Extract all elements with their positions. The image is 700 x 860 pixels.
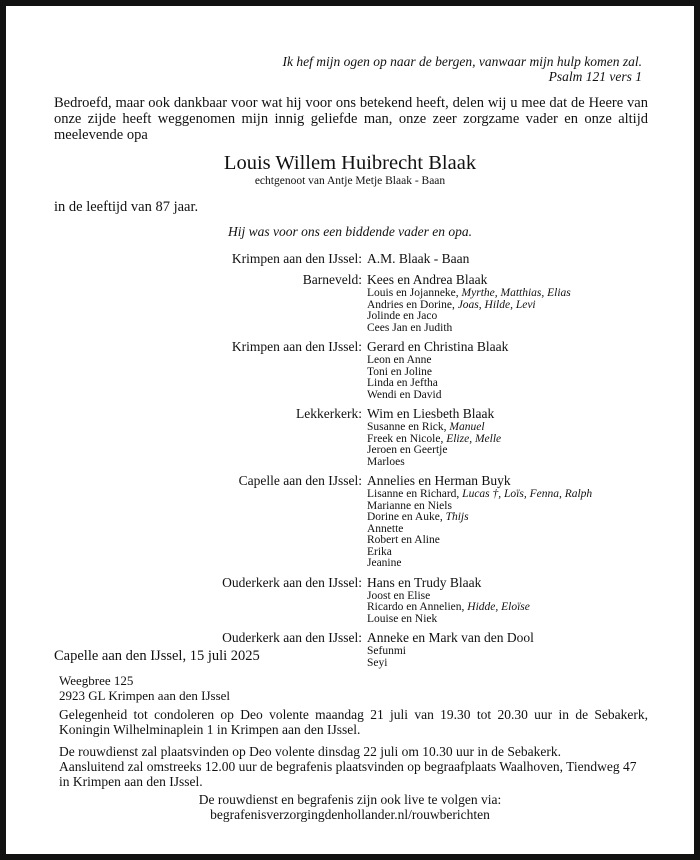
bible-verse-text: Ik hef mijn ogen op naar de bergen, vanwaar mijn hulp komen zal. (282, 54, 642, 69)
great-grandchildren-names: Thijs (445, 511, 469, 523)
grandchild-names: Robert en Aline (367, 534, 440, 546)
family-members (362, 251, 469, 267)
family-list (6, 251, 700, 674)
family-group (6, 272, 700, 334)
memorial-quote: Hij was voor ons een biddende vader en opa. (227, 224, 473, 239)
great-grandchildren-names: Elize, Melle (446, 432, 502, 445)
grandchild-names: Cees Jan en Judith (367, 321, 453, 334)
grandchild-names: Jeanine (367, 557, 402, 569)
grandchild-names: Joost en Elise (367, 589, 431, 602)
grandchild-line (367, 390, 508, 402)
grandchild-line (367, 535, 592, 547)
bible-verse-reference: Psalm 121 vers 1 (548, 69, 642, 84)
grandchild-names: Louis en Jojanneke, (367, 287, 462, 299)
address-city: 2923 GL Krimpen aan den IJssel (59, 687, 231, 703)
family-members (362, 630, 534, 669)
family-group (6, 339, 700, 401)
bible-verse (283, 54, 642, 84)
family-head: Annelies en Herman Buyk (367, 473, 511, 488)
family-group (6, 406, 700, 468)
age-line: in de leeftijd van 87 jaar. (54, 199, 199, 215)
correspondence-address (59, 674, 230, 703)
grandchild-names: Marloes (367, 455, 405, 468)
family-members (362, 406, 501, 468)
grandchild-names: Seyi (367, 656, 388, 669)
family-place: Krimpen aan den IJssel: (231, 251, 362, 266)
grandchild-names: Jolinde en Jaco (367, 310, 438, 322)
grandchild-names: Dorine en Auke, (367, 511, 446, 523)
grandchild-line (367, 614, 530, 626)
family-place: Lekkerkerk: (296, 406, 362, 421)
grandchild-names: Sefunmi (367, 645, 406, 657)
place-date: Capelle aan den IJssel, 15 juli 2025 (54, 648, 260, 664)
service-line: Aansluitend zal omstreeks 12.00 uur de begrafenis plaatsvinden op begraafplaats Waalhoven, Tiendweg 47 (59, 759, 637, 774)
family-group (6, 473, 700, 570)
grandchild-names: Jeroen en Geertje (367, 444, 448, 456)
livestream-link[interactable]: begrafenisverzorgingdenhollander.nl/rouwberichten (210, 807, 490, 822)
family-members (362, 473, 592, 570)
great-grandchildren-names: Lucas †, Loïs, Fenna, Ralph (462, 488, 593, 500)
livestream-info (6, 792, 694, 822)
grandchild-names: Marianne en Niels (367, 499, 452, 512)
grandchild-names: Linda en Jeftha (367, 377, 438, 389)
spouse-line: echtgenoot van Antje Metje Blaak - Baan (254, 175, 446, 187)
condolence-info: Gelegenheid tot condoleren op Deo volente maandag 21 juli van 19.30 tot 20.30 uur in de Sebakerk, Koningin Wilhelminaplein 1 in Krimpen aan den IJssel. (59, 707, 648, 737)
intro-paragraph: Bedroefd, maar ook dankbaar voor wat hij voor ons betekend heeft, delen wij u mee dat de Heere van onze zijde heeft weggenomen mijn innig geliefde man, onze zeer zorgzame vader en onze altijd meelevende opa (54, 95, 648, 143)
grandchild-names: Andries en Dorine, (367, 298, 458, 311)
family-head: Wim en Liesbeth Blaak (367, 406, 495, 421)
family-place: Krimpen aan den IJssel: (231, 339, 362, 354)
grandchild-names: Leon en Anne (367, 354, 432, 366)
family-head: Hans en Trudy Blaak (367, 574, 482, 590)
grandchild-names: Erika (367, 545, 392, 558)
grandchild-line (367, 658, 534, 670)
grandchild-names: Toni en Joline (367, 365, 432, 378)
great-grandchildren-names: Manuel (449, 421, 485, 433)
grandchild-names: Susanne en Rick, (367, 421, 450, 433)
grandchild-names: Ricardo en Annelien, (367, 601, 468, 613)
family-head: Gerard en Christina Blaak (367, 339, 509, 354)
grandchild-names: Wendi en David (367, 388, 442, 401)
grandchild-names: Louise en Niek (367, 612, 438, 625)
address-street: Weegbree 125 (59, 673, 134, 688)
grandchild-line (367, 457, 501, 469)
service-line: De rouwdienst zal plaatsvinden op Deo volente dinsdag 22 juli om 10.30 uur in de Sebakerk. (59, 744, 562, 759)
family-members (362, 339, 508, 401)
grandchild-line (367, 646, 534, 658)
livestream-text: De rouwdienst en begrafenis zijn ook live te volgen via: (198, 792, 502, 807)
family-group (6, 251, 700, 267)
great-grandchildren-names: Hidde, Eloïse (467, 601, 530, 613)
family-place: Ouderkerk aan den IJssel: (222, 630, 362, 645)
family-head: Anneke en Mark van den Dool (367, 630, 534, 645)
grandchild-names: Freek en Nicole, (367, 432, 447, 445)
family-place: Ouderkerk aan den IJssel: (222, 574, 362, 590)
great-grandchildren-names: Myrthe, Matthias, Elias (461, 287, 571, 299)
family-place: Barneveld: (302, 272, 362, 287)
great-grandchildren-names: Joas, Hilde, Levi (457, 298, 536, 311)
grandchild-names: Lisanne en Richard, (367, 488, 463, 500)
deceased-name: Louis Willem Huibrecht Blaak (223, 152, 477, 174)
family-head: Kees en Andrea Blaak (367, 272, 488, 287)
family-head: A.M. Blaak - Baan (367, 251, 470, 266)
service-line: in Krimpen aan den IJssel. (59, 774, 203, 789)
grandchild-names: Annette (367, 522, 404, 535)
grandchild-line (367, 323, 571, 335)
funeral-service-info (59, 744, 648, 789)
family-group (6, 575, 700, 626)
family-members (362, 272, 571, 334)
family-place: Capelle aan den IJssel: (238, 473, 362, 488)
family-members (362, 575, 530, 626)
grandchild-line (367, 558, 592, 570)
